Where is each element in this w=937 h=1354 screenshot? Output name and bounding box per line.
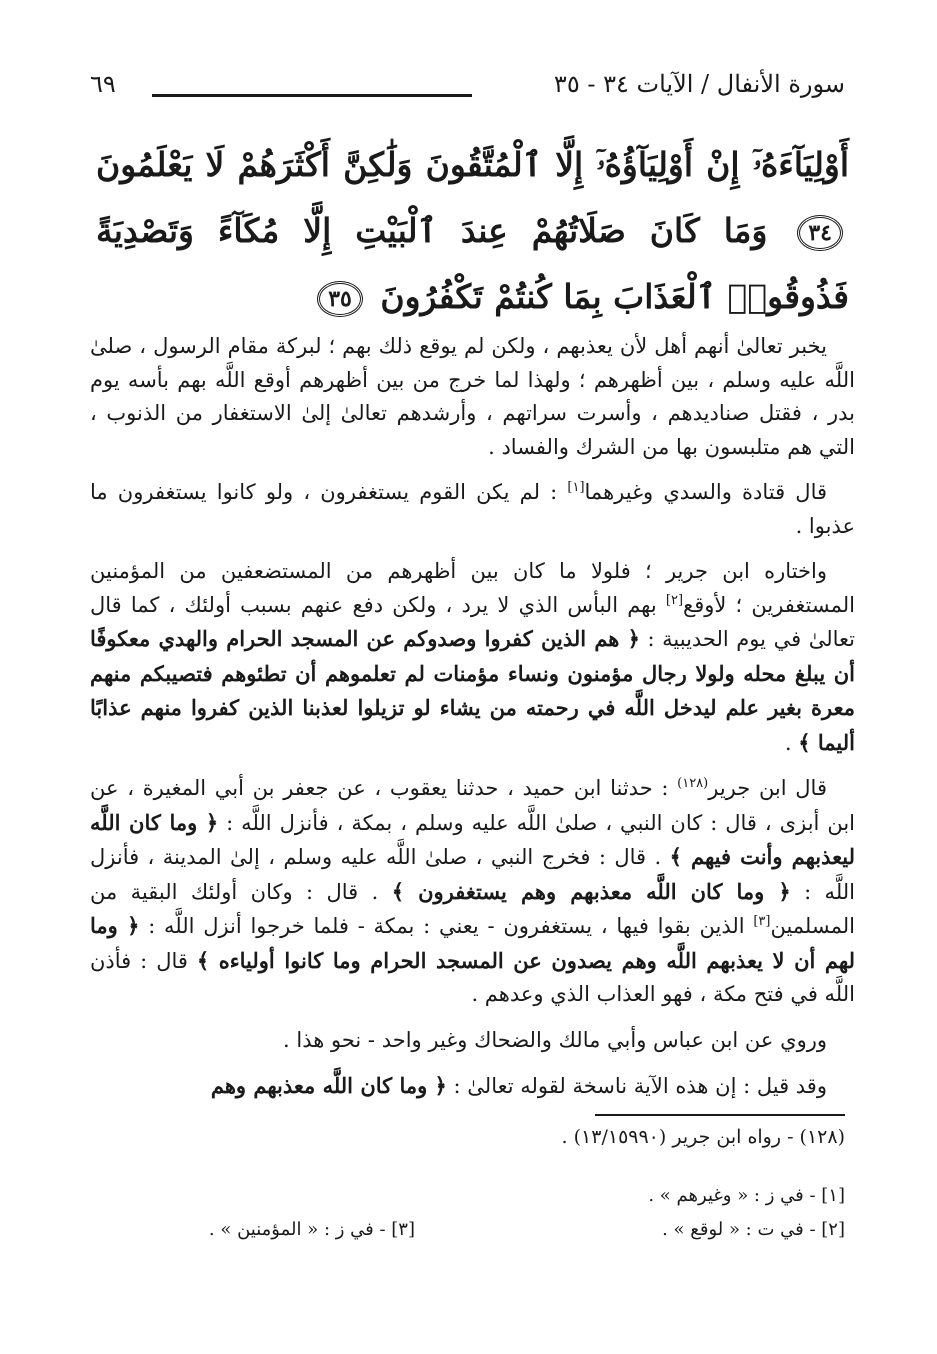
page-header [90, 70, 845, 110]
header-rule [152, 94, 472, 97]
paragraph-4-text-e: الذين بقوا فيها ، يستغفرون - يعني : بمكة - فلما خرجوا أنزل اللَّه : [139, 914, 754, 938]
quran-quote-3: ﴿ وما لهم أن لا يعذبهم اللَّه وهم يصدون عن المسجد الحرام وما كانوا أولياءه ﴾ [90, 913, 855, 973]
quran-quote-1: ﴿ وما كان اللَّه ليعذبهم وأنت فيهم ﴾ [90, 809, 855, 869]
footnote-128: (١٢٨) - رواه ابن جرير (١٣/١٥٩٩٠) . [561, 1126, 845, 1148]
footnote-row-1 [200, 1185, 845, 1219]
paragraph-2-text-a: قال قتادة والسدي وغيرهما [584, 480, 828, 504]
footnote-ref-128: (١٢٨) [677, 776, 709, 791]
verse-text-34: أَوْلِيَآءَهُۥٓ إِنْ أَوْلِيَآؤُهُۥٓ إِلَّا ٱلْمُتَّقُونَ وَلَٰكِنَّ أَكْثَرَهُمْ لَا يَعْلَمُونَ [96, 145, 849, 184]
paragraph-1 [90, 330, 855, 464]
paragraph-3-text-b: بهم البأس الذي لا يرد ، ولكن دفع عنهم بسبب أولئك ، كما قال تعالىٰ في يوم الحديبية : [90, 592, 855, 651]
footnote-ref-2: [٢] [665, 592, 684, 608]
footnote-3: [٣] - في ز : « المؤمنين » . [208, 1219, 415, 1240]
paragraph-3 [90, 555, 855, 760]
paragraph-2 [90, 476, 855, 543]
quran-verse [96, 132, 849, 330]
footnote-ref-3: [٣] [753, 914, 771, 929]
paragraph-4 [90, 772, 855, 1012]
editor-footnotes [200, 1185, 845, 1253]
verse-text-35: وَمَا كَانَ صَلَاتُهُمْ عِندَ ٱلْبَيْتِ إِلَّا مُكَآءً وَتَصْدِيَةً فَذُوقُوا۟ ٱلْعَذَابَ بِمَا كُنتُمْ تَكْفُرُونَ [96, 211, 849, 316]
quran-quote-fath: ﴿ هم الذين كفروا وصدوكم عن المسجد الحرام والهدي معكوفًا أن يبلغ محله ولولا رجال مؤمنون ونساء مؤمنات لم تعلموهم أن تطئوهم فتصيبكم منهم معرة بغير علم ليدخل اللَّه في رحمته من يشاء لو تزيلوا لعذبنا الذين كفروا منهم عذابًا أليما ﴾ [90, 626, 855, 755]
footnote-row-2 [200, 1219, 845, 1253]
footnote-1: [١] - في ز : « وغيرهم » . [648, 1185, 845, 1206]
paragraph-3-text-a: واختاره ابن جرير ؛ فلولا ما كان بين أظهرهم من المستضعفين من المؤمنين المستغفرين ؛ لأوقع [90, 559, 855, 617]
paragraph-6 [90, 1069, 855, 1104]
paragraph-4-text-b: : حدثنا ابن حميد ، حدثنا يعقوب ، عن جعفر بن أبي المغيرة ، عن ابن أبزى ، قال : كان النبي ، صلىٰ اللَّه عليه وسلم ، بمكة ، فأنزل اللَّه : [90, 776, 856, 835]
paragraph-4-text-d: . قال : وكان أولئك البقية من المسلمين [90, 879, 855, 938]
paragraph-3-end: . [784, 730, 799, 755]
paragraph-4-text-f: قال : فأذن اللَّه في فتح مكة ، فهو العذاب الذي وعدهم . [90, 948, 855, 1006]
paragraph-4-text-a: قال ابن جرير [708, 776, 827, 800]
running-title: سورة الأنفال / الآيات ٣٤ - ٣٥ [553, 70, 845, 98]
paragraph-1-text: يخبر تعالىٰ أنهم أهل لأن يعذبهم ، ولكن لم يوقع ذلك بهم ؛ لبركة مقام الرسول ، صلىٰ اللَّه عليه وسلم ، بين أظهرهم ؛ ولهذا لما خرج من بين أظهرهم أوقع اللَّه بهم بأسه يوم بدر ، فقتل صناديدهم ، وأسرت سراتهم ، وأرشدهم تعالىٰ إلىٰ الاستغفار من الذنوب ، التي هم متلبسون بها من الشرك والفساد . [90, 334, 855, 459]
quran-quote-2: ﴿ وما كان اللَّه معذبهم وهم يستغفرون ﴾ [391, 878, 791, 904]
footnote-rule [595, 1114, 845, 1116]
paragraph-6-text: وقد قيل : إن هذه الآية ناسخة لقوله تعالىٰ : [446, 1074, 827, 1098]
page-number: ٦٩ [90, 70, 116, 98]
paragraph-5 [90, 1024, 855, 1058]
commentary-body [90, 330, 855, 1116]
paragraph-2-text-b: : لم يكن القوم يستغفرون ، ولو كانوا يستغفرون ما عذبوا . [90, 480, 855, 538]
quran-quote-4: ﴿ وما كان اللَّه معذبهم وهم [210, 1073, 447, 1098]
paragraph-4-text-c: . قال : فخرج النبي ، صلىٰ اللَّه عليه وسلم ، إلىٰ المدينة ، فأنزل اللَّه : [90, 845, 856, 904]
footnote-2: [٢] - في ت : « لوقع » . [662, 1219, 845, 1240]
paragraph-5-text: وروي عن ابن عباس وأبي مالك والضحاك وغير واحد - نحو هذا . [283, 1027, 827, 1052]
ayah-number-34: ٣٤ [797, 215, 843, 251]
ayah-number-35: ٣٥ [317, 281, 363, 317]
footnote-ref-1: [١] [567, 480, 585, 495]
